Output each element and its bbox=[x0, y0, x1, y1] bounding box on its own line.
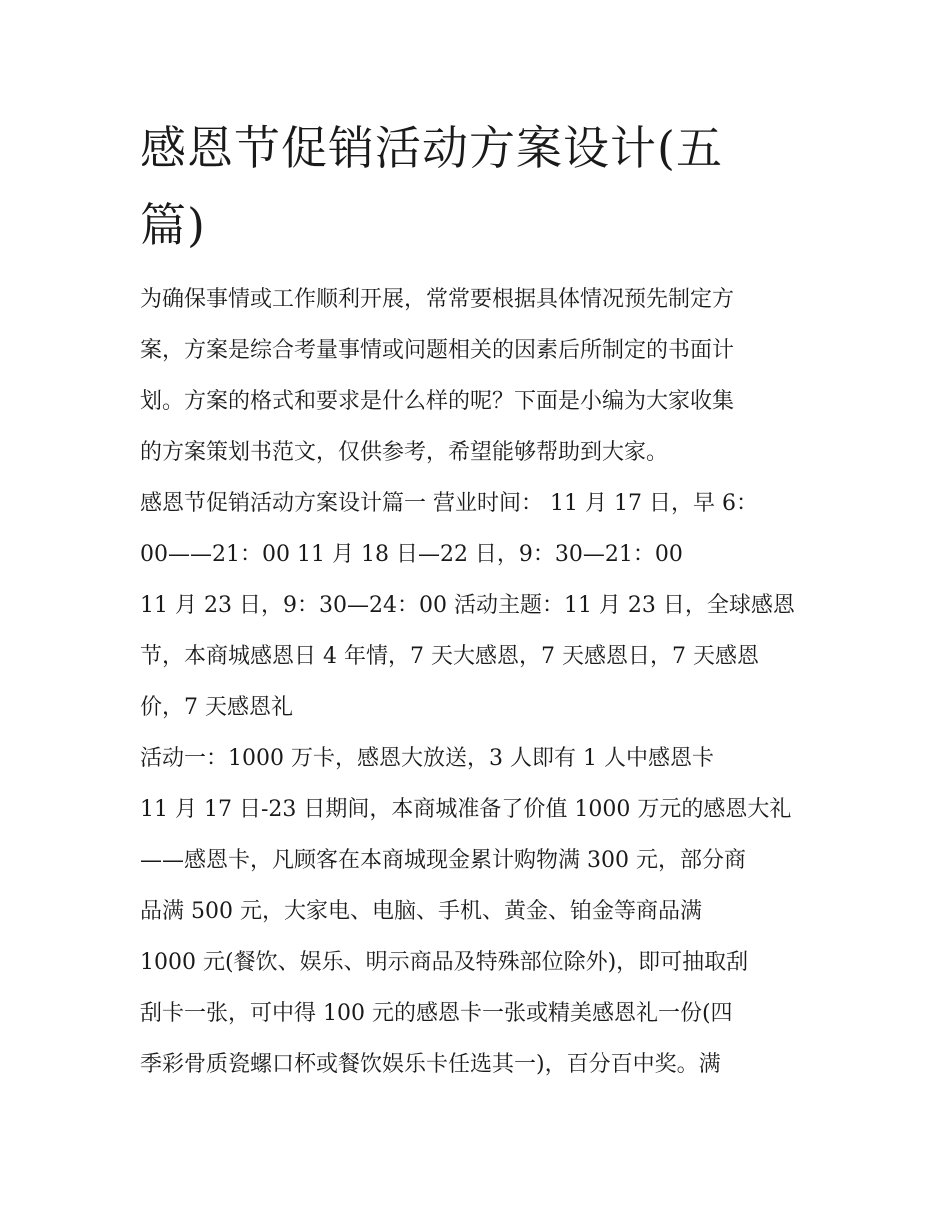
body-line: 划。方案的格式和要求是什么样的呢？下面是小编为大家收集 bbox=[140, 389, 735, 414]
body-line: 季彩骨质瓷螺口杯或餐饮娱乐卡任选其一)，百分百中奖。满 bbox=[140, 1052, 721, 1077]
body-line: 11 月 17 日-23 日期间，本商城准备了价值 1000 万元的感恩大礼 bbox=[140, 797, 792, 822]
body-line: 11 月 23 日，9：30—24：00 活动主题：11 月 23 日，全球感恩 bbox=[140, 593, 795, 618]
body-line: 的方案策划书范文，仅供参考，希望能够帮助到大家。 bbox=[140, 440, 669, 465]
document-body bbox=[140, 274, 815, 1090]
body-line: ——感恩卡，凡顾客在本商城现金累计购物满 300 元，部分商 bbox=[140, 848, 746, 873]
body-line: 刮卡一张，可中得 100 元的感恩卡一张或精美感恩礼一份(四 bbox=[140, 1001, 733, 1026]
body-line: 价，7 天感恩礼 bbox=[140, 695, 293, 720]
document-title bbox=[140, 110, 815, 264]
body-line: 为确保事情或工作顺利开展，常常要根据具体情况预先制定方 bbox=[140, 287, 735, 312]
body-line: 节，本商城感恩日 4 年情，7 天大感恩，7 天感恩日，7 天感恩 bbox=[140, 644, 759, 669]
body-line: 活动一：1000 万卡，感恩大放送，3 人即有 1 人中感恩卡 bbox=[140, 746, 714, 771]
body-line: 1000 元(餐饮、娱乐、明示商品及特殊部位除外)，即可抽取刮 bbox=[140, 950, 749, 975]
body-line: 00——21：00 11 月 18 日—22 日，9：30—21：00 bbox=[140, 542, 683, 567]
title-line: 篇) bbox=[140, 198, 206, 252]
document-page bbox=[140, 110, 815, 1090]
title-line: 感恩节促销活动方案设计(五 bbox=[140, 121, 723, 175]
body-line: 品满 500 元，大家电、电脑、手机、黄金、铂金等商品满 bbox=[140, 899, 702, 924]
body-line: 感恩节促销活动方案设计篇一 营业时间： 11 月 17 日，早 6： bbox=[140, 491, 758, 516]
body-line: 案，方案是综合考量事情或问题相关的因素后所制定的书面计 bbox=[140, 338, 735, 363]
